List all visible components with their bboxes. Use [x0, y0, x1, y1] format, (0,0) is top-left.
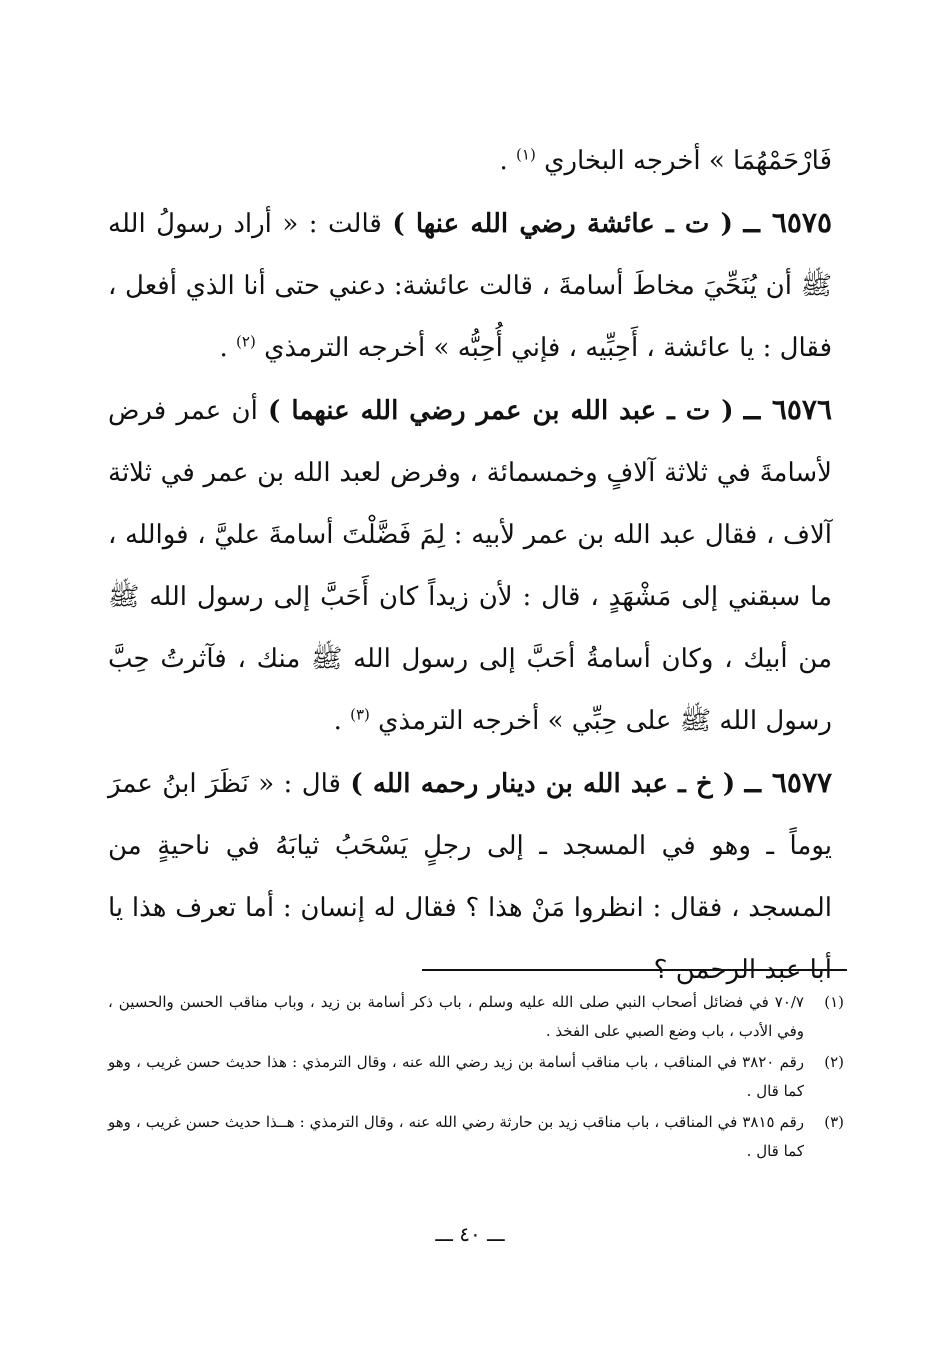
footnote-text: ٧٠/٧ في فضائل أصحاب النبي صلى الله عليه وسلم ، باب ذكر أسامة بن زيد ، وباب مناقب الحسن والحسين ، وفي الأدب ، باب وضع الصبي على الفخذ .: [108, 993, 804, 1040]
hadith-tail: .: [219, 333, 237, 363]
footnote-ref[interactable]: (٣): [350, 705, 370, 724]
footnote-number: (١): [824, 993, 844, 1011]
hadith-number: ٦٥٧٦ ــ: [743, 393, 832, 426]
footnote-text: رقم ٣٨١٥ في المناقب ، باب مناقب زيد بن حارثة رضي الله عنه ، وقال الترمذي : هــذا حديث حسن غريب ، وهو كما قال .: [108, 1113, 804, 1160]
footnote-ref[interactable]: (١): [516, 145, 536, 164]
hadith-6575: [108, 192, 832, 379]
footnote-item: [108, 1108, 844, 1166]
hadith-tail: .: [499, 146, 517, 176]
footnote-number: (٣): [824, 1113, 844, 1131]
hadith-source: ( خ ـ عبد الله بن دينار رحمه الله ): [350, 769, 736, 799]
footnote-item: [108, 1048, 844, 1106]
hadith-number: ٦٥٧٧ ــ: [744, 766, 833, 799]
hadith-6576: [108, 379, 832, 752]
hadith-continuation: [108, 130, 832, 192]
hadith-source: ( ت ـ عبد الله بن عمر رضي الله عنهما ): [268, 396, 734, 426]
hadith-text: أن عمر فرض لأسامةَ في ثلاثة آلافٍ وخمسمائة ، وفرض لعبد الله بن عمر في ثلاثة آلاف ، فقال عبد الله بن عمر لأبيه : لِمَ فَضَّلْتَ أسامةَ عليَّ ، فوالله ، ما سبقني إلى مَشْهَدٍ ، قال : لأن زيداً كان أَحَبَّ إلى رسول الله ﷺ من أبيك ، وكان أسامةُ أحَبَّ إلى رسول الله ﷺ منك ، فآثرتُ حِبَّ رسول الله ﷺ على حِبِّي » أخرجه الترمذي: [108, 396, 832, 736]
footnote-text: رقم ٣٨٢٠ في المناقب ، باب مناقب أسامة بن زيد رضي الله عنه ، وقال الترمذي : هذا حديث حسن غريب ، وهو كما قال .: [108, 1053, 804, 1100]
hadith-6577: [108, 752, 832, 1001]
footnote-ref[interactable]: (٢): [236, 332, 256, 351]
hadith-text: فَارْحَمْهُمَا » أخرجه البخاري: [544, 146, 832, 176]
hadith-text: قال : « نَظَرَ ابنُ عمرَ يوماً ـ وهو في المسجد ـ إلى رجلٍ يَسْحَبُ ثيابَهُ في ناحيةٍ من المسجد ، فقال : انظروا مَنْ هذا ؟ فقال له إنسان : أما تعرف هذا يا أبا عبد الرحمن ؟: [108, 769, 832, 985]
main-text: [108, 130, 832, 1001]
footnote-number: (٢): [824, 1053, 844, 1071]
footnotes: [108, 988, 844, 1168]
page-number: ـــ ٤٠ ـــ: [435, 1222, 505, 1246]
hadith-text: قالت : « أراد رسولُ الله ﷺ أن يُنَحِّيَ مخاطَ أسامةَ ، قالت عائشة: دعني حتى أنا الذي أفعل ، فقال : يا عائشة ، أَحِبِّيه ، فإني أُحِبُّه » أخرجه الترمذي: [108, 209, 832, 363]
footnote-item: [108, 988, 844, 1046]
hadith-number: ٦٥٧٥ ــ: [743, 206, 832, 239]
hadith-source: ( ت ـ عائشة رضي الله عنها ): [392, 209, 733, 239]
footnote-divider: [422, 969, 847, 971]
hadith-tail: .: [333, 706, 351, 736]
